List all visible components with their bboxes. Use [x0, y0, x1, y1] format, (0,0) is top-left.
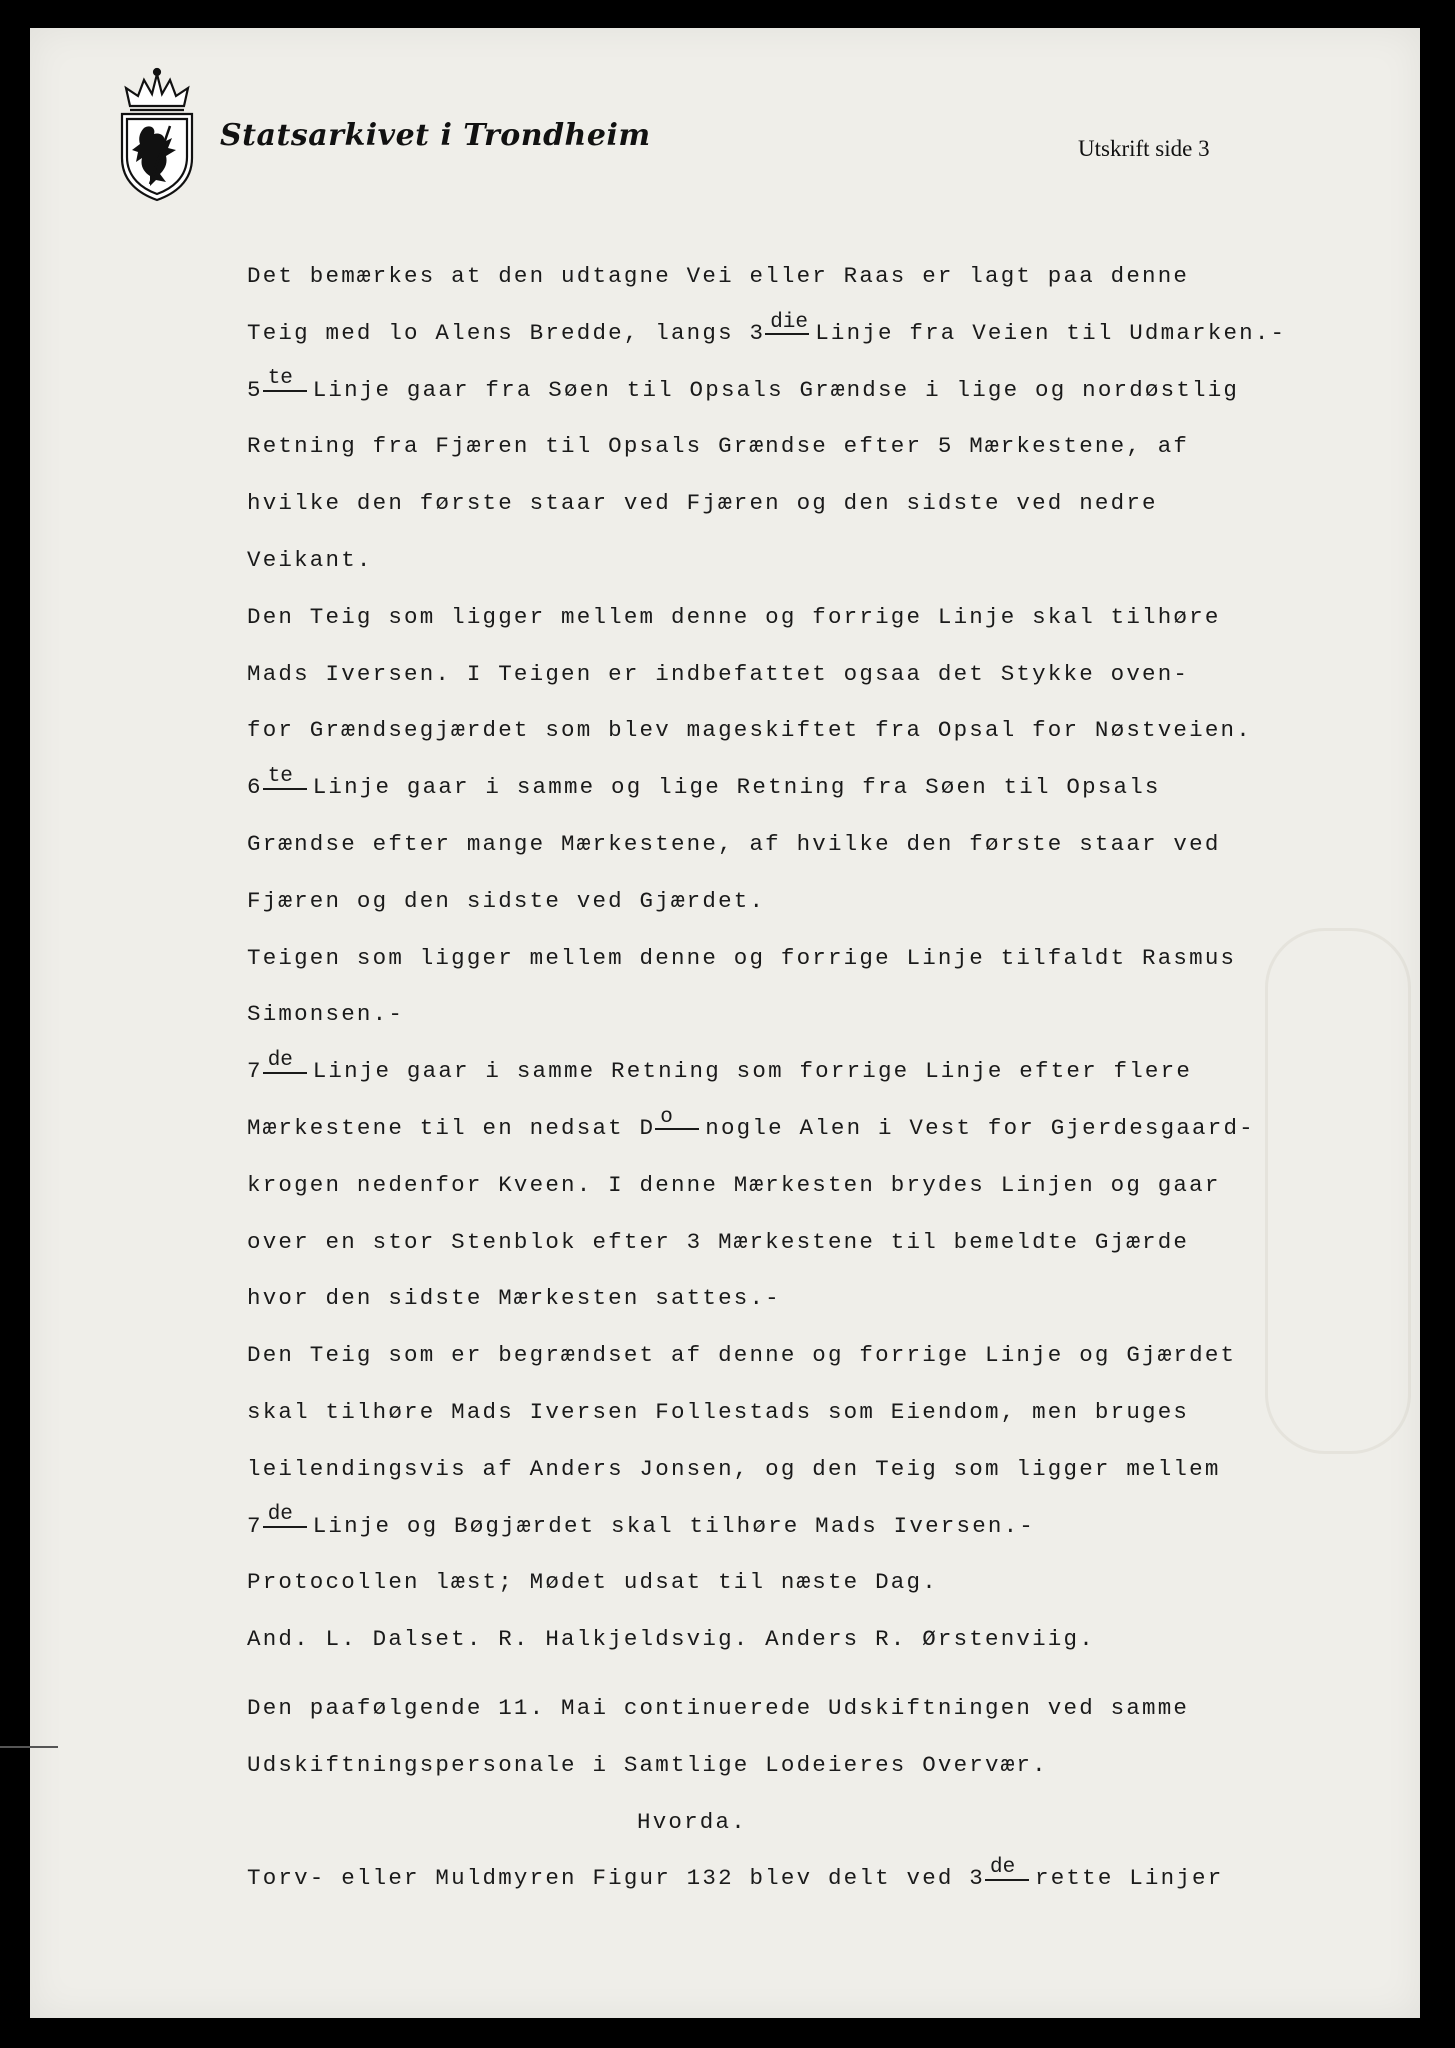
text-line [247, 816, 1387, 873]
line-text-before-superscript: Teig med lo Alens Bredde, langs 3 [247, 319, 766, 346]
line-text: Simonsen.- [247, 1001, 405, 1028]
text-line [247, 1850, 1387, 1907]
superscript-text: te [267, 764, 293, 788]
line-text-before-superscript: Torv- eller Muldmyren Figur 132 blev delt ved 3 [247, 1865, 986, 1892]
line-text-before-superscript: Mærkestene til en nedsat D [247, 1114, 656, 1141]
line-text-after-superscript: rette Linjer [1035, 1865, 1224, 1892]
page-label: Utskrift side 3 [1078, 136, 1210, 161]
superscript-text: die [770, 310, 808, 334]
line-text: Veikant. [247, 546, 373, 573]
line-text: over en stor Stenblok efter 3 Mærkestene til bemeldte Gjærde [247, 1228, 1190, 1255]
margin-mark [0, 1746, 58, 1748]
line-text: Det bemærkes at den udtagne Vei eller Raas er lagt paa denne [247, 263, 1190, 289]
text-line [247, 1680, 1387, 1737]
line-text: Protocollen læst; Mødet udsat til næste Dag. [247, 1569, 938, 1596]
superscript-text: de [267, 1048, 293, 1072]
text-line [247, 475, 1387, 532]
line-text: hvor den sidste Mærkesten sattes.- [247, 1285, 781, 1312]
text-line [247, 1157, 1387, 1214]
text-line [247, 1100, 1387, 1157]
line-text: And. L. Dalset. R. Halkjeldsvig. Anders R. Ørstenviig. [247, 1626, 1095, 1653]
line-text-after-superscript: Linje gaar i samme og lige Retning fra Søen til Opsals [312, 774, 1161, 801]
text-line [247, 1794, 1387, 1851]
line-text-after-superscript: Linje fra Veien til Udmarken.- [815, 319, 1287, 346]
text-line [247, 986, 1387, 1043]
text-line [247, 1554, 1387, 1611]
line-text-before-superscript: 7 [247, 1058, 263, 1085]
archive-name: Statsarkivet i Trondheim [220, 118, 651, 153]
line-text: Den paafølgende 11. Mai continuerede Udskiftningen ved samme [247, 1694, 1190, 1721]
text-line [247, 589, 1387, 646]
line-text-before-superscript: 6 [247, 774, 263, 801]
text-line [247, 646, 1387, 703]
line-text: Fjæren og den sidste ved Gjærdet. [247, 887, 766, 914]
text-line [247, 1498, 1387, 1555]
text-line [247, 702, 1387, 759]
line-text-after-superscript: Linje og Bøgjærdet skal tilhøre Mads Iversen.- [312, 1512, 1036, 1539]
line-text-before-superscript: 7 [247, 1512, 263, 1539]
line-text-before-superscript: 5 [247, 376, 263, 403]
text-line [247, 362, 1387, 419]
norwegian-lion-crest-icon [110, 66, 204, 204]
text-line [247, 930, 1387, 987]
text-line [247, 1441, 1387, 1498]
text-line [247, 1611, 1387, 1668]
text-line [247, 1327, 1387, 1384]
line-text: krogen nedenfor Kveen. I denne Mærkesten brydes Linjen og gaar [247, 1171, 1221, 1198]
superscript-text: te [267, 367, 293, 391]
text-line [247, 532, 1387, 589]
line-text-after-superscript: nogle Alen i Vest for Gjerdesgaard- [705, 1114, 1255, 1141]
line-text: Teigen som ligger mellem denne og forrige Linje tilfaldt Rasmus [247, 944, 1237, 971]
text-line [247, 418, 1387, 475]
line-text: skal tilhøre Mads Iversen Follestads som Eiendom, men bruges [247, 1398, 1190, 1425]
line-text-after-superscript: Linje gaar fra Søen til Opsals Grændse i lige og nordøstlig [312, 376, 1240, 403]
line-text: Hvorda. [637, 1808, 747, 1835]
text-line [247, 248, 1387, 305]
superscript-text: de [267, 1503, 293, 1527]
text-line [247, 1737, 1387, 1794]
text-line [247, 873, 1387, 930]
line-text: Udskiftningspersonale i Samtlige Lodeieres Overvær. [247, 1751, 1048, 1778]
line-text: Den Teig som er begrændset af denne og forrige Linje og Gjærdet [247, 1342, 1237, 1369]
text-line [247, 1384, 1387, 1441]
transcript-body [247, 248, 1387, 1907]
text-line [247, 759, 1387, 816]
line-text-after-superscript: Linje gaar i samme Retning som forrige Linje efter flere [312, 1058, 1193, 1085]
text-line [247, 1270, 1387, 1327]
text-line [247, 1214, 1387, 1271]
text-line [247, 1043, 1387, 1100]
text-line [247, 305, 1387, 362]
line-text: Den Teig som ligger mellem denne og forrige Linje skal tilhøre [247, 603, 1221, 630]
line-text: Mads Iversen. I Teigen er indbefattet ogsaa det Stykke oven- [247, 660, 1190, 687]
superscript-text: o [660, 1105, 673, 1129]
superscript-text: de [990, 1856, 1016, 1880]
line-text: Retning fra Fjæren til Opsals Grændse efter 5 Mærkestene, af [247, 433, 1190, 460]
line-text: for Grændsegjærdet som blev mageskiftet fra Opsal for Nøstveien. [247, 717, 1252, 744]
line-text: leilendingsvis af Anders Jonsen, og den Teig som ligger mellem [247, 1455, 1221, 1482]
line-text: hvilke den første staar ved Fjæren og den sidste ved nedre [247, 490, 1158, 517]
line-text: Grændse efter mange Mærkestene, af hvilke den første staar ved [247, 830, 1221, 857]
